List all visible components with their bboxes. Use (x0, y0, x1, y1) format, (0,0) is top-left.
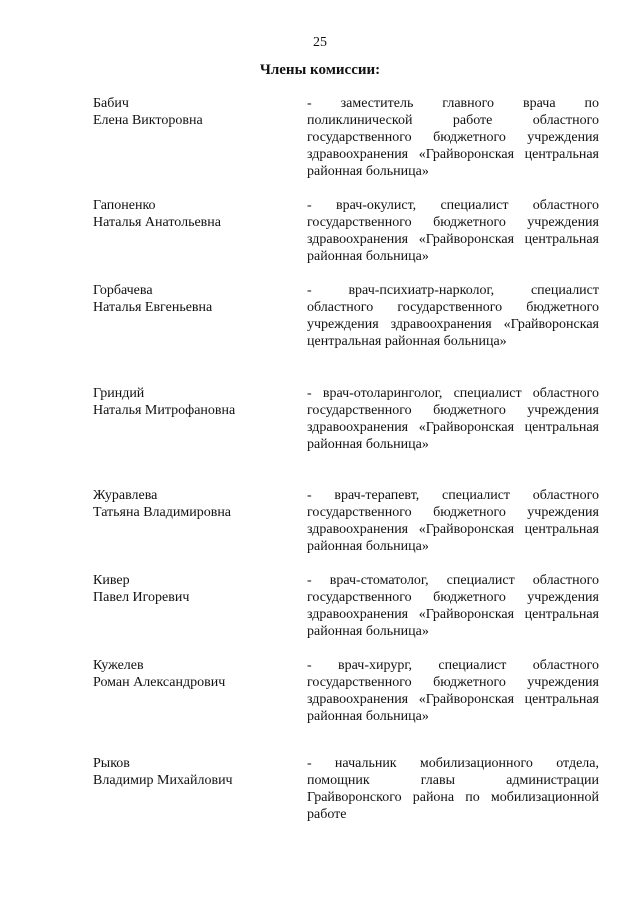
member-surname: Гриндий (93, 386, 145, 401)
page-number: 25 (313, 35, 327, 50)
member-role: - врач-отоларинголог, специалист областного государственного бюджетного учреждения здравоохранения «Грайворонская центральная районная больница» (307, 386, 599, 452)
member-name (93, 95, 298, 129)
member-role: - врач-стоматолог, специалист областного государственного бюджетного учреждения здравоохранения «Грайворонская центральная районная больница» (307, 573, 599, 639)
member-given-names: Павел Игоревич (93, 590, 190, 605)
member-name (93, 197, 298, 231)
member-role: - начальник мобилизационного отдела, помощник главы администрации Грайворонского района по мобилизационной работе (307, 756, 599, 822)
member-surname: Кужелев (93, 658, 144, 673)
member-given-names: Наталья Евгеньевна (93, 300, 213, 315)
member-surname: Рыков (93, 756, 130, 771)
member-surname: Журавлева (93, 488, 158, 503)
commission-members-heading: Члены комиссии: (259, 62, 381, 78)
member-role: - врач-окулист, специалист областного государственного бюджетного учреждения здравоохранения «Грайворонская центральная районная больница» (307, 198, 599, 264)
member-given-names: Владимир Михайлович (93, 773, 233, 788)
member-given-names: Татьяна Владимировна (93, 505, 232, 520)
member-name (93, 487, 298, 521)
member-surname: Кивер (93, 573, 130, 588)
member-name (93, 282, 298, 316)
member-given-names: Наталья Анатольевна (93, 215, 222, 230)
member-name (93, 572, 298, 606)
member-given-names: Наталья Митрофановна (93, 403, 236, 418)
member-role: - врач-психиатр-нарколог, специалист областного государственного бюджетного учреждения здравоохранения «Грайворонская центральная районная больница» (307, 283, 599, 349)
member-name (93, 657, 298, 691)
member-surname: Гапоненко (93, 198, 156, 213)
member-name (93, 385, 298, 419)
member-given-names: Елена Викторовна (93, 113, 203, 128)
member-role: - врач-хирург, специалист областного государственного бюджетного учреждения здравоохранения «Грайворонская центральная районная больница» (307, 658, 599, 724)
member-given-names: Роман Александрович (93, 675, 226, 690)
member-surname: Горбачева (93, 283, 153, 298)
member-role: - врач-терапевт, специалист областного государственного бюджетного учреждения здравоохранения «Грайворонская центральная районная больница» (307, 488, 599, 554)
member-surname: Бабич (93, 96, 129, 111)
member-role: - заместитель главного врача по поликлинической работе областного государственного бюджетного учреждения здравоохранения «Грайворонская центральная районная больница» (307, 96, 599, 179)
member-name (93, 755, 298, 789)
